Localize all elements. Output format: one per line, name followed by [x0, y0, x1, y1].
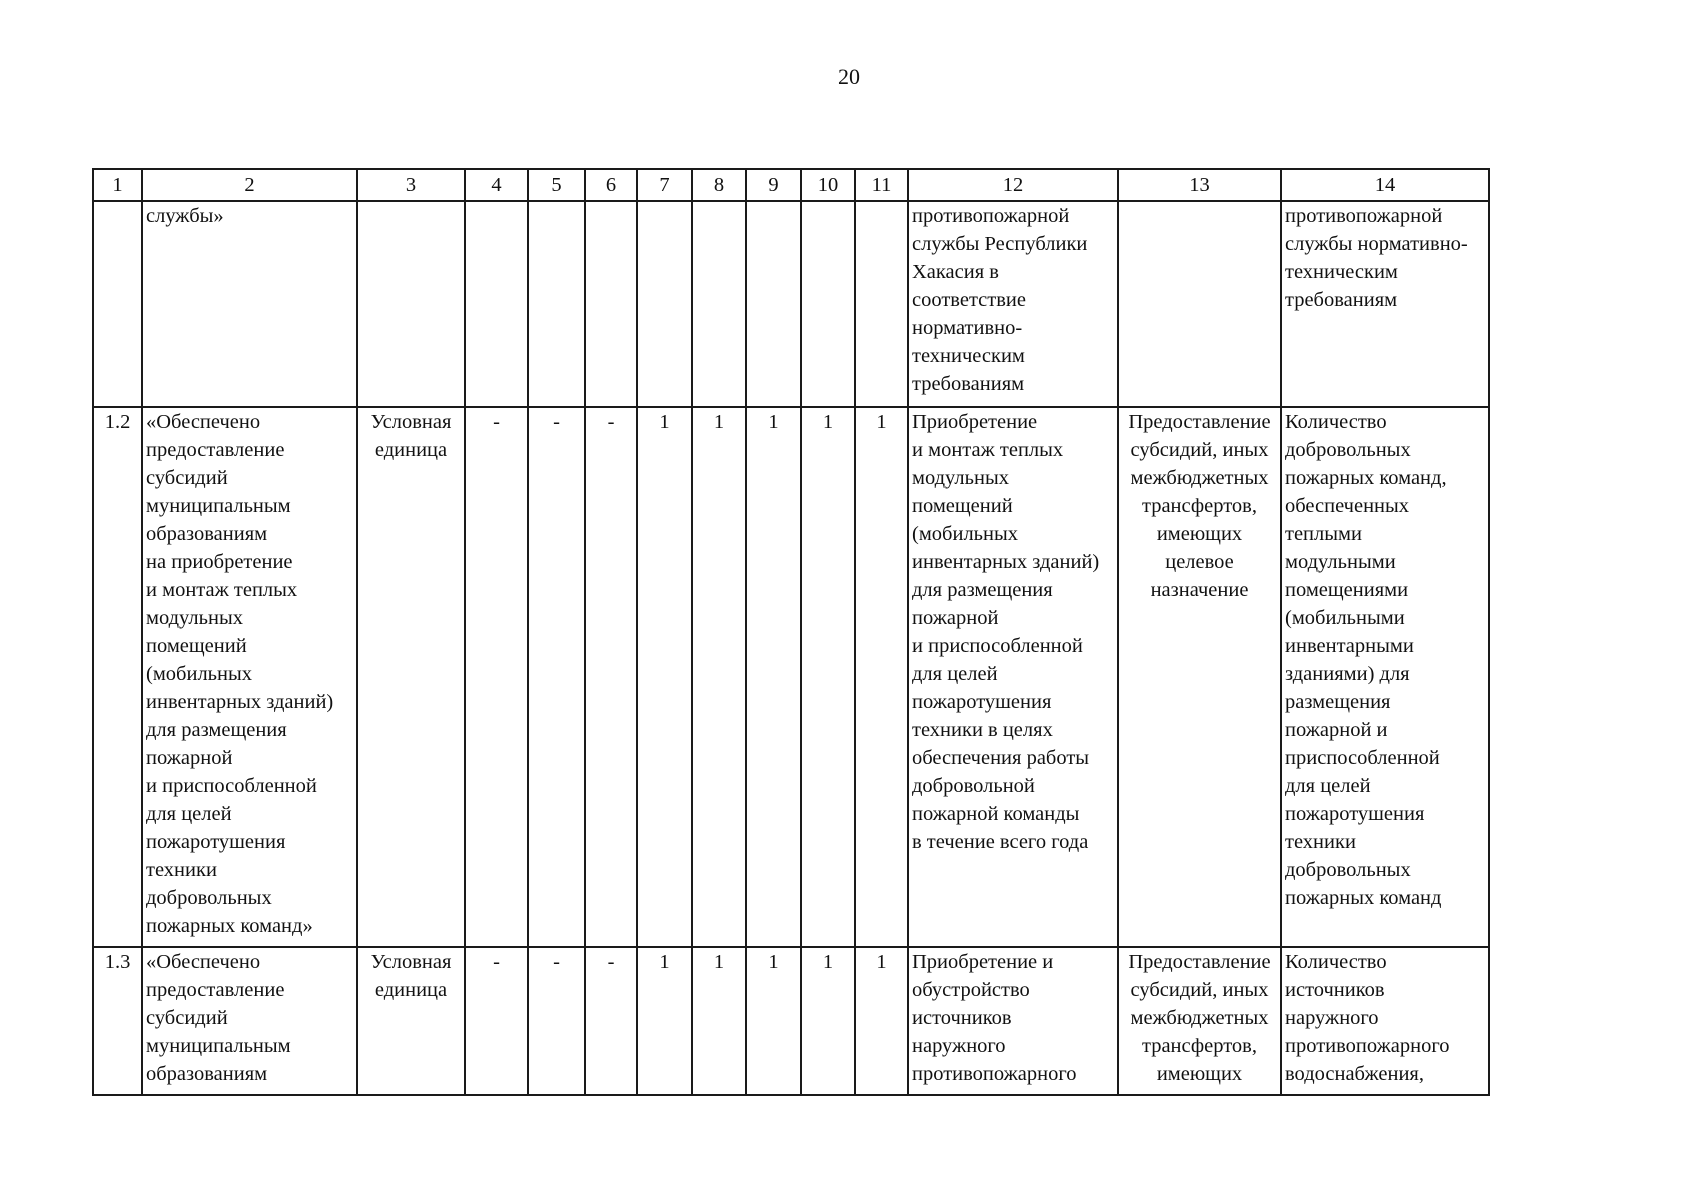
- unit-cell: Условная единица: [357, 407, 465, 947]
- unit-cell: Условная единица: [357, 947, 465, 1095]
- row-number-cell: 1.3: [93, 947, 142, 1095]
- indicator-cell: Количество добровольных пожарных команд, обеспеченных теплыми модульными помещениями (мобильными инвентарными зданиями) для размещения пожарной и приспособленной для целей пожаротушения техники добровольных пожарных команд: [1281, 407, 1489, 947]
- value-cell: -: [585, 947, 637, 1095]
- page-number: 20: [838, 64, 860, 89]
- value-cell: 1: [855, 947, 908, 1095]
- mechanism-cell: Предоставление субсидий, иных межбюджетных трансфертов, имеющих целевое назначение: [1118, 407, 1281, 947]
- table-row-continuation: [93, 201, 1489, 407]
- column-header: 14: [1281, 169, 1489, 201]
- column-header: 9: [746, 169, 801, 201]
- table-row-1-3: [93, 947, 1489, 1095]
- description-cell: противопожарной службы Республики Хакасия в соответствие нормативно- техническим требованиям: [908, 201, 1118, 407]
- table-header-row: [93, 169, 1489, 201]
- measure-name-cell: «Обеспечено предоставление субсидий муниципальным образованиям на приобретение и монтаж теплых модульных помещений (мобильных инвентарных зданий) для размещения пожарной и приспособленной для целей пожаротушения техники добровольных пожарных команд»: [142, 407, 357, 947]
- column-header: 7: [637, 169, 692, 201]
- value-cell: [637, 201, 692, 407]
- column-header: 4: [465, 169, 528, 201]
- value-cell: -: [528, 947, 585, 1095]
- table-row-1-2: [93, 407, 1489, 947]
- column-header: 1: [93, 169, 142, 201]
- value-cell: [692, 201, 746, 407]
- description-cell: Приобретение и обустройство источников наружного противопожарного: [908, 947, 1118, 1095]
- value-cell: [855, 201, 908, 407]
- column-header: 8: [692, 169, 746, 201]
- value-cell: 1: [801, 407, 855, 947]
- mechanism-cell: Предоставление субсидий, иных межбюджетных трансфертов, имеющих: [1118, 947, 1281, 1095]
- value-cell: 1: [746, 947, 801, 1095]
- column-header: 12: [908, 169, 1118, 201]
- row-number-cell: [93, 201, 142, 407]
- column-header: 11: [855, 169, 908, 201]
- value-cell: [801, 201, 855, 407]
- value-cell: -: [585, 407, 637, 947]
- measure-name-cell: службы»: [142, 201, 357, 407]
- value-cell: 1: [692, 407, 746, 947]
- value-cell: -: [528, 407, 585, 947]
- value-cell: -: [465, 947, 528, 1095]
- description-cell: Приобретение и монтаж теплых модульных помещений (мобильных инвентарных зданий) для размещения пожарной и приспособленной для целей пожаротушения техники в целях обеспечения работы добровольной пожарной команды в течение всего года: [908, 407, 1118, 947]
- value-cell: [528, 201, 585, 407]
- value-cell: 1: [855, 407, 908, 947]
- column-header: 3: [357, 169, 465, 201]
- measure-name-cell: «Обеспечено предоставление субсидий муниципальным образованиям: [142, 947, 357, 1095]
- column-header: 5: [528, 169, 585, 201]
- mechanism-cell: [1118, 201, 1281, 407]
- measures-table: [92, 168, 1490, 1096]
- indicator-cell: противопожарной службы нормативно- техническим требованиям: [1281, 201, 1489, 407]
- indicator-cell: Количество источников наружного противопожарного водоснабжения,: [1281, 947, 1489, 1095]
- value-cell: [585, 201, 637, 407]
- column-header: 10: [801, 169, 855, 201]
- value-cell: [746, 201, 801, 407]
- value-cell: 1: [637, 947, 692, 1095]
- value-cell: 1: [637, 407, 692, 947]
- column-header: 13: [1118, 169, 1281, 201]
- row-number-cell: 1.2: [93, 407, 142, 947]
- column-header: 6: [585, 169, 637, 201]
- value-cell: -: [465, 407, 528, 947]
- unit-cell: [357, 201, 465, 407]
- value-cell: 1: [801, 947, 855, 1095]
- value-cell: [465, 201, 528, 407]
- value-cell: 1: [692, 947, 746, 1095]
- value-cell: 1: [746, 407, 801, 947]
- column-header: 2: [142, 169, 357, 201]
